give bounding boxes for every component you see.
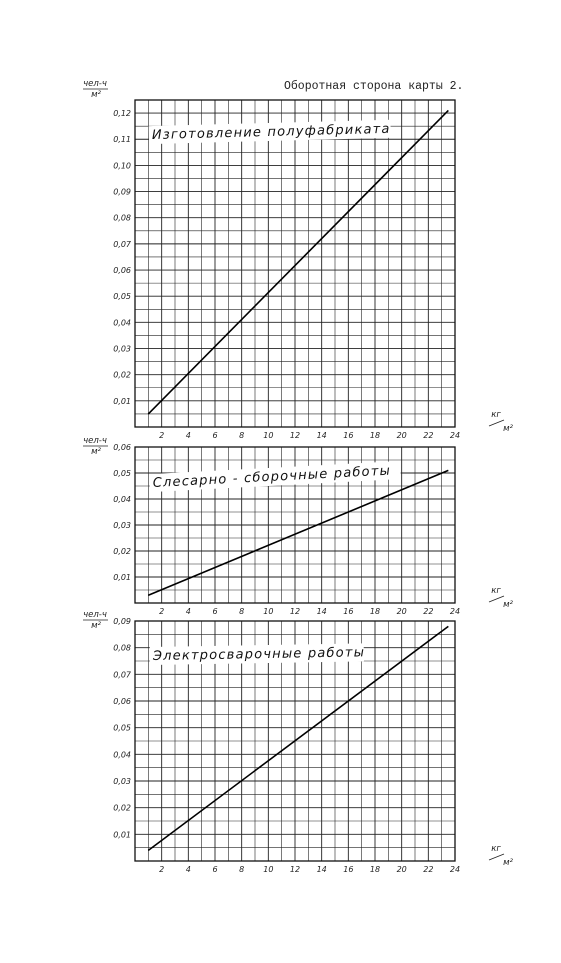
y-tick-label: 0,12	[113, 109, 131, 119]
x-tick-label: 6	[212, 865, 218, 874]
x-tick-label: 10	[263, 607, 274, 616]
x-tick-label: 18	[369, 865, 381, 874]
y-tick-label: 0,02	[113, 547, 131, 556]
y-tick-label: 0,05	[113, 469, 131, 478]
y-axis-label-denominator: м²	[91, 621, 101, 631]
y-tick-label: 0,11	[113, 135, 131, 145]
y-tick-label: 0,08	[113, 213, 131, 223]
x-tick-label: 2	[159, 607, 165, 616]
x-tick-label: 8	[239, 607, 245, 616]
x-tick-label: 10	[263, 431, 274, 440]
x-tick-label: 24	[449, 431, 461, 440]
y-tick-label: 0,06	[113, 443, 131, 452]
y-tick-label: 0,04	[113, 495, 131, 504]
y-tick-label: 0,03	[113, 521, 131, 530]
x-tick-label: 16	[343, 865, 354, 874]
x-axis-label: кг	[491, 586, 501, 596]
y-tick-label: 0,09	[113, 187, 131, 197]
x-tick-label: 22	[423, 431, 434, 440]
y-tick-label: 0,08	[113, 643, 131, 653]
x-tick-label: 22	[423, 607, 434, 616]
y-tick-label: 0,04	[113, 750, 131, 760]
x-tick-label: 16	[343, 607, 354, 616]
y-tick-label: 0,01	[113, 573, 131, 582]
y-tick-label: 0,02	[113, 370, 131, 380]
x-tick-label: 22	[423, 865, 434, 874]
x-tick-label: 8	[239, 431, 245, 440]
y-axis-label: чел-ч	[83, 436, 107, 446]
y-tick-label: 0,07	[113, 670, 131, 680]
x-tick-label: 8	[239, 865, 245, 874]
chart-title-group	[149, 120, 391, 144]
y-tick-label: 0,09	[113, 617, 131, 626]
x-tick-label: 12	[289, 865, 301, 874]
chart-3	[83, 610, 513, 874]
y-axis-label: чел-ч	[83, 610, 107, 620]
y-tick-label: 0,03	[113, 344, 131, 354]
x-axis-label-denominator: м²	[503, 424, 513, 434]
y-tick-label: 0,03	[113, 777, 131, 786]
x-axis-label-denominator: м²	[503, 600, 513, 610]
x-tick-label: 12	[289, 431, 301, 440]
x-tick-label: 2	[159, 431, 165, 440]
y-tick-label: 0,04	[113, 318, 131, 328]
y-tick-label: 0,05	[113, 292, 131, 302]
x-axis-label: кг	[491, 410, 501, 420]
y-tick-label: 0,05	[113, 723, 131, 733]
chart-title: Слесарно - сборочные работы	[152, 463, 392, 491]
y-axis-label-denominator: м²	[91, 90, 101, 100]
chart-1	[83, 79, 513, 440]
y-tick-label: 0,02	[113, 803, 131, 813]
x-tick-label: 14	[316, 431, 327, 440]
y-tick-label: 0,01	[113, 830, 131, 840]
x-tick-label: 6	[212, 607, 218, 616]
y-axis-label: чел-ч	[83, 79, 107, 89]
y-tick-label: 0,01	[113, 396, 131, 406]
y-tick-label: 0,06	[113, 697, 131, 706]
x-tick-label: 4	[185, 865, 191, 874]
x-tick-label: 4	[185, 607, 191, 616]
x-tick-label: 2	[159, 865, 165, 874]
y-axis-label-denominator: м²	[91, 447, 101, 457]
x-axis-label-bar	[489, 420, 504, 426]
x-tick-label: 14	[316, 607, 327, 616]
page-title: Оборотная сторона карты 2.	[284, 80, 464, 93]
x-tick-label: 14	[316, 865, 327, 874]
chart-2	[83, 436, 513, 616]
chart-title: Изготовление полуфабриката	[151, 121, 391, 143]
chart-title: Электросварочные работы	[152, 645, 366, 664]
x-axis-label-denominator: м²	[503, 858, 513, 868]
y-tick-label: 0,07	[113, 239, 131, 249]
y-tick-label: 0,10	[113, 161, 131, 171]
x-tick-label: 4	[185, 431, 191, 440]
x-tick-label: 12	[289, 607, 301, 616]
x-axis-label-bar	[489, 596, 504, 602]
x-tick-label: 20	[396, 431, 407, 440]
y-tick-label: 0,06	[113, 266, 131, 276]
x-tick-label: 24	[449, 865, 461, 874]
series-line	[148, 110, 448, 413]
chart-title-group	[149, 461, 401, 492]
x-tick-label: 10	[263, 865, 274, 874]
x-tick-label: 20	[396, 865, 407, 874]
chart-title-group	[150, 643, 365, 665]
x-axis-label-bar	[489, 854, 504, 860]
x-tick-label: 20	[396, 607, 407, 616]
x-tick-label: 18	[369, 431, 381, 440]
x-tick-label: 16	[343, 431, 354, 440]
x-tick-label: 6	[212, 431, 218, 440]
x-axis-label: кг	[491, 844, 501, 854]
x-tick-label: 18	[369, 607, 381, 616]
x-tick-label: 24	[449, 607, 461, 616]
